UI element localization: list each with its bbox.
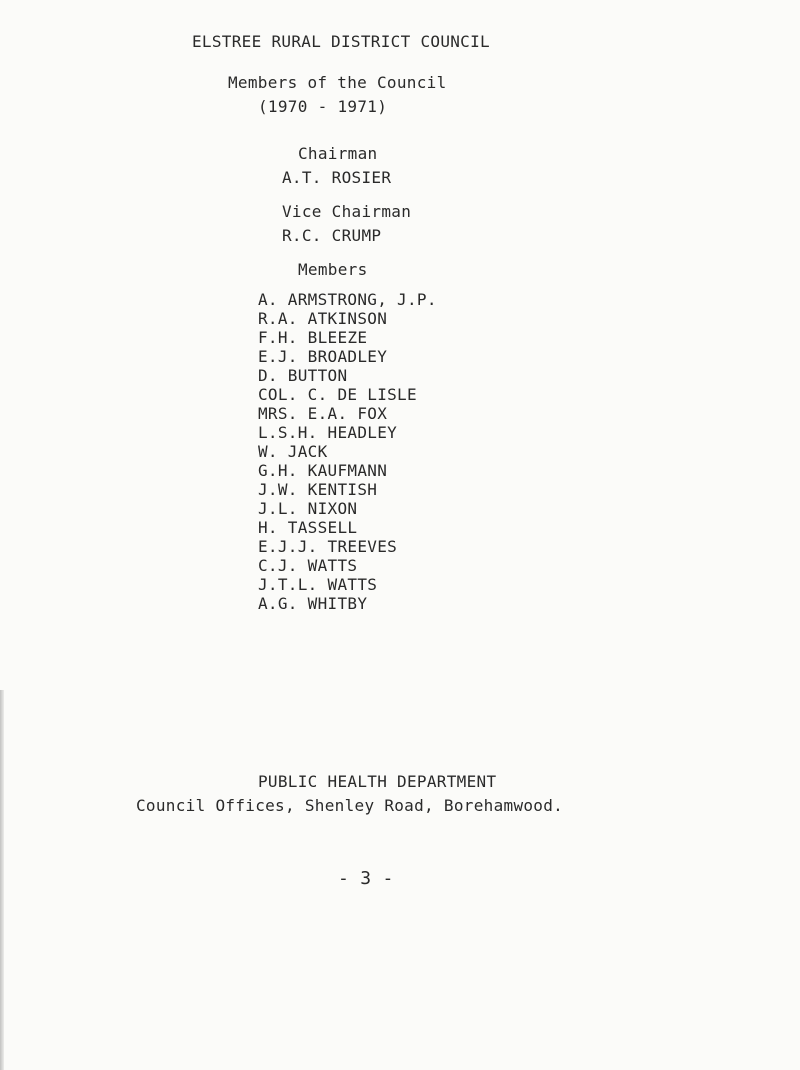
member-name: A. ARMSTRONG, J.P. xyxy=(258,290,437,309)
member-name: W. JACK xyxy=(258,442,328,461)
page-number: - 3 - xyxy=(338,868,394,889)
members-list xyxy=(258,290,437,613)
council-subtitle: Members of the Council xyxy=(228,73,447,92)
member-name: J.W. KENTISH xyxy=(258,480,378,499)
member-name: D. BUTTON xyxy=(258,366,348,385)
member-name: C.J. WATTS xyxy=(258,556,358,575)
member-name: F.H. BLEEZE xyxy=(258,328,368,347)
member-name: G.H. KAUFMANN xyxy=(258,461,388,480)
chairman-name: A.T. ROSIER xyxy=(282,168,392,187)
member-name: COL. C. DE LISLE xyxy=(258,385,417,404)
member-name: J.T.L. WATTS xyxy=(258,575,378,594)
member-name: E.J.J. TREEVES xyxy=(258,537,398,556)
member-name: H. TASSELL xyxy=(258,518,358,537)
department-heading: PUBLIC HEALTH DEPARTMENT xyxy=(258,772,497,791)
chairman-label: Chairman xyxy=(298,144,378,163)
members-label: Members xyxy=(298,260,368,279)
member-name: L.S.H. HEADLEY xyxy=(258,423,398,442)
vice-chairman-name: R.C. CRUMP xyxy=(282,226,382,245)
member-name: J.L. NIXON xyxy=(258,499,358,518)
vice-chairman-label: Vice Chairman xyxy=(282,202,412,221)
council-years: (1970 - 1971) xyxy=(258,97,388,116)
page-edge-shadow xyxy=(0,690,4,1070)
council-title: ELSTREE RURAL DISTRICT COUNCIL xyxy=(192,32,490,51)
member-name: A.G. WHITBY xyxy=(258,594,368,613)
address-line: Council Offices, Shenley Road, Borehamwood. xyxy=(136,796,564,815)
member-name: E.J. BROADLEY xyxy=(258,347,388,366)
member-name: MRS. E.A. FOX xyxy=(258,404,388,423)
member-name: R.A. ATKINSON xyxy=(258,309,388,328)
